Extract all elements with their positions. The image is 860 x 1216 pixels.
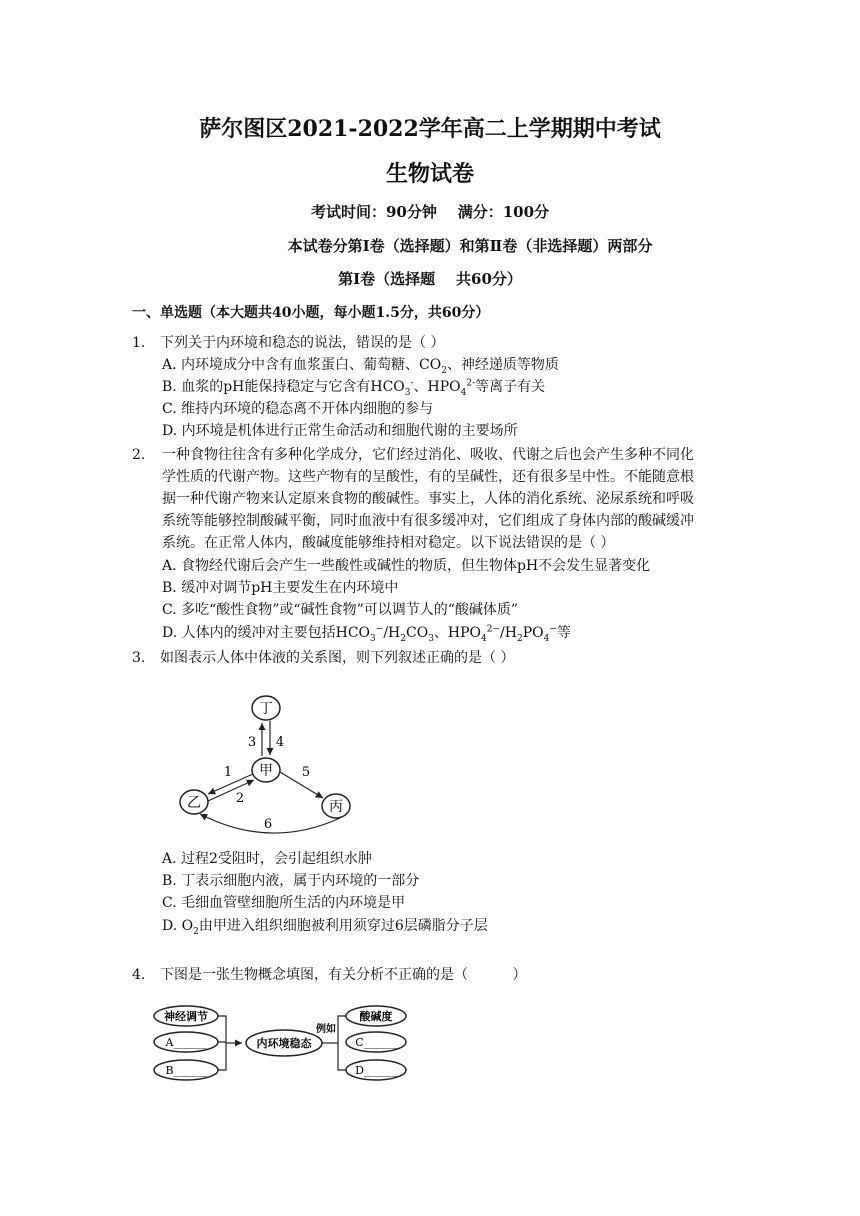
label-3: 3 [247,735,257,750]
option-d: D. 内环境是机体进行正常生命活动和细胞代谢的主要场所 [162,423,518,439]
label-2: 2 [235,791,245,806]
concept-map-diagram [150,1000,420,1088]
svg-text:内环境稳态: 内环境稳态 [256,1037,312,1050]
option-a: A. 内环境成分中含有血浆蛋白、葡萄糖、$CO_2$、神经递质等物质 [162,357,559,376]
option-a: A. 过程2受阻时，会引起组织水肿 [162,851,372,867]
question-stem-line-5: 系统。在正常人体内，酸碱度能够维持相对稳定。以下说法错误的是（ ） [162,535,615,551]
label-ding: 丁 [259,701,273,717]
question-number: 2. [132,447,146,463]
example-label: 例如 [316,1024,336,1035]
svg-text:B______: B______ [165,1064,207,1077]
svg-text:A______: A______ [165,1036,207,1049]
part-one-heading: 第Ⅰ卷（选择题 共60分） [338,270,522,288]
body-fluid-diagram [170,690,360,840]
exam-title: 萨尔图区2021-2022学年高二上学期期中考试 [199,116,661,142]
question-stem: 下图是一张生物概念填图，有关分析不正确的是（ ） [160,967,527,983]
label-bing: 丙 [329,799,343,815]
question-number: 1. [132,335,146,351]
question-number: 3. [132,650,146,666]
label-yi: 乙 [187,795,201,811]
svg-text:D______: D______ [355,1064,397,1077]
question-number: 4. [132,967,146,983]
question-stem-line-2: 学性质的代谢产物。这些产物有的呈酸性，有的呈碱性，还有很多呈中性。不能随意根 [162,469,694,485]
label-4: 4 [275,735,285,750]
option-b: B. 丁表示细胞内液，属于内环境的一部分 [162,873,420,889]
option-c: C. 维持内环境的稳态离不开体内细胞的参与 [162,401,434,417]
svg-text:神经调节: 神经调节 [164,1010,208,1023]
question-stem: 如图表示人体中体液的关系图，则下列叙述正确的是（ ） [160,650,515,666]
option-d: D. $O_2$由甲进入组织细胞被利用须穿过6层磷脂分子层 [162,918,488,937]
exam-structure: 本试卷分第Ⅰ卷（选择题）和第Ⅱ卷（非选择题）两部分 [287,237,653,255]
question-stem: 下列关于内环境和稳态的说法，错误的是（ ） [160,335,445,351]
question-stem-line-3: 据一种代谢产物来认定原来食物的酸碱性。事实上，人体的消化系统、泌尿系统和呼吸 [162,491,694,507]
option-b: B. 缓冲对调节pH主要发生在内环境中 [162,580,399,596]
option-d: D. 人体内的缓冲对主要包括$HCO_3^-/H_2CO_3$、$HPO_4^{2-}/H_2PO_4^-$等 [162,624,571,644]
exam-info: 考试时间：90分钟 满分：100分 [310,203,550,221]
option-b: B. 血浆的pH能保持稳定与它含有$HCO_3^-$、$HPO_4^{2-}$等离子有关 [162,378,546,398]
option-c: C. 毛细血管壁细胞所生活的内环境是甲 [162,895,406,911]
label-5: 5 [301,765,311,780]
section-heading: 一、单选题（本大题共40小题，每小题1.5分，共60分） [132,305,490,321]
exam-subject: 生物试卷 [385,161,474,187]
label-1: 1 [223,765,233,780]
svg-text:酸碱度: 酸碱度 [359,1010,393,1023]
option-c: C. 多吃“酸性食物”或“碱性食物”可以调节人的“酸碱体质” [162,602,519,618]
question-stem-line-1: 一种食物往往含有多种化学成分，它们经过消化、吸收、代谢之后也会产生多种不同化 [162,447,694,463]
option-a: A. 食物经代谢后会产生一些酸性或碱性的物质，但生物体pH不会发生显著变化 [162,558,651,574]
label-6: 6 [263,817,273,832]
svg-text:C______: C______ [355,1036,397,1049]
label-jia: 甲 [259,763,273,779]
question-stem-line-4: 系统等能够控制酸碱平衡，同时血液中有很多缓冲对，它们组成了身体内部的酸碱缓冲 [162,513,694,529]
